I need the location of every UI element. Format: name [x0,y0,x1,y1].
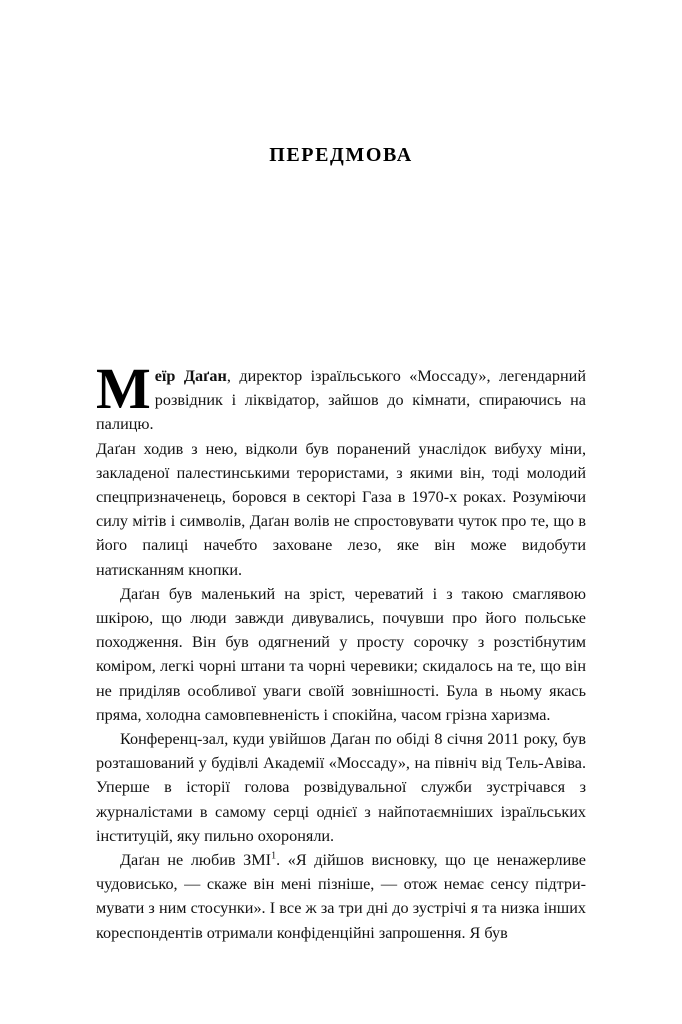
paragraph-4-after-note: . «Я дійшов висновку, що це ненажерливе чудовисько, — скаже він мені пізніше, — отож немає сенсу підтримувати з ним стосунки». І все ж за три дні до зустрічі я та низка інших кореспондентів отримали конфіденційні запрошення. Я був [96,851,586,942]
page-title: передмова [269,136,413,168]
paragraph-1-continuation: Даґан ходив з нею, відколи був поранений унаслідок вибуху міни, закладеної палестинськими терористами, з якими він, тоді молодий спецпризначенець, боровся в секторі Газа в 1970-х роках. Розуміючи силу мітів і символів, Даґан волів не спростовувати чуток про те, що в його палиці начебто заховане лезо, яке він може видобути натисканням кнопки. [96,439,586,579]
drop-cap: М [96,356,151,421]
paragraph-3: Конференц-зал, куди увійшов Даґан по обіді 8 січня 2011 року, був розташований у будівлі Академії «Моссаду», на північ від Тель-Авіва. Уперше в історії голова розвідувальної служби зустрічався з журналістами в самому серці однієї з найпотаємніших ізраїльських інституцій, яку пильно охороняли. [96,730,586,845]
paragraph-2: Даґан був маленький на зріст, череватий і з такою смаглявою шкірою, що люди завжди дивувались, почувши про його польське походження. Він був одягнений у просту сорочку з розстібнутим коміром, легкі чорні штани та чорні черевики; скидалось на те, що він не приділяв особливої уваги своїй зовнішності. Була в ньому якась пряма, холодна самовпевненість і спокійна, часом грізна харизма. [96,584,586,724]
paragraph-4 [96,848,586,945]
paragraph-1 [96,356,586,437]
body-text [96,356,586,945]
paragraph-4-before-note: Даґан не любив ЗМІ [120,851,272,870]
footnote-marker[interactable]: 1 [271,850,277,862]
paragraph-1-rest: , директор ізраїльського «Моссаду», легендарний розвідник і ліквідатор, зайшов до кімнати, спираючись на палицю. [96,367,586,434]
lead-in-text: еїр Даґан [154,367,227,385]
